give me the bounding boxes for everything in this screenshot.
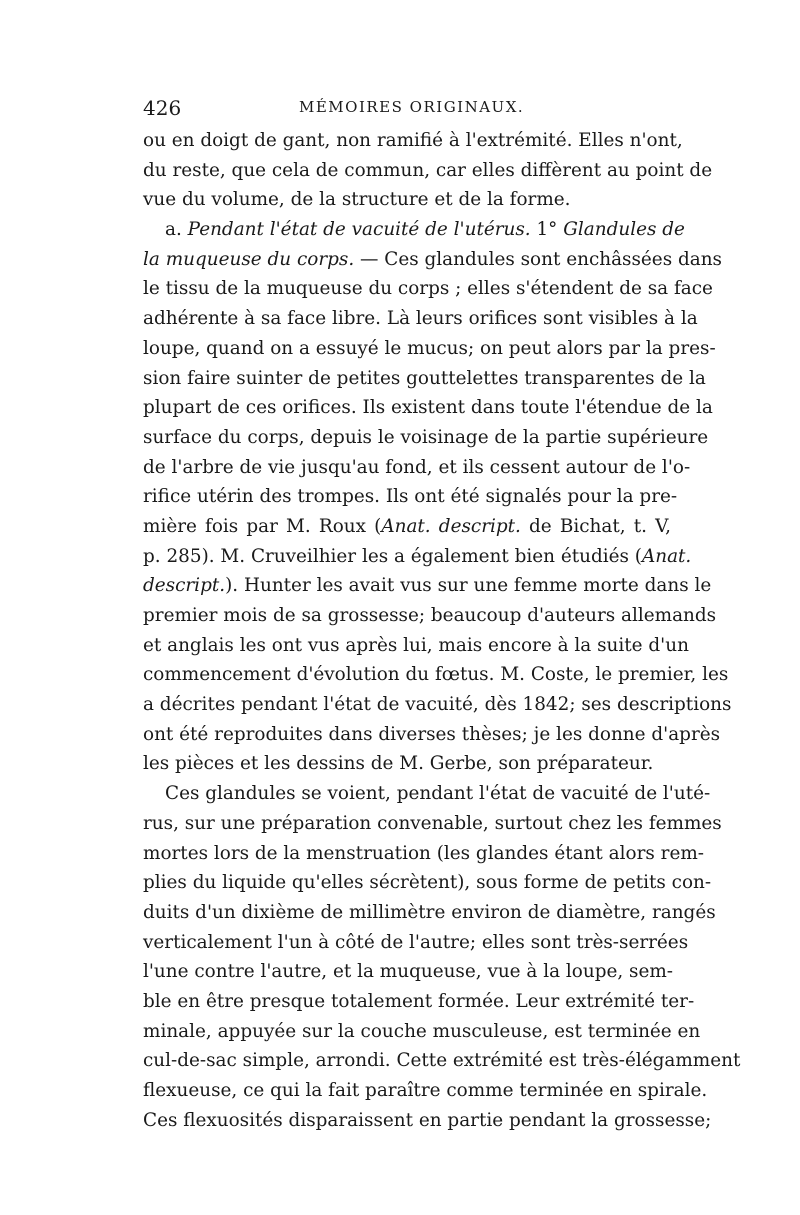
italic-text: Anat. descript. bbox=[381, 515, 521, 537]
text-segment: 1° bbox=[530, 219, 564, 241]
italic-text: Pendant l'état de vacuité de l'utérus. bbox=[187, 219, 531, 241]
text-line: le tissu de la muqueuse du corps ; elles s'étendent de sa face bbox=[143, 278, 713, 300]
text-line: de l'arbre de vie jusqu'au fond, et ils cessent autour de l'o- bbox=[143, 456, 691, 478]
text-segment: mière fois par M. Roux ( bbox=[143, 515, 382, 537]
book-page bbox=[143, 96, 741, 1135]
text-segment: p. 285). M. Cruveilhier les a également bien étudiés ( bbox=[143, 545, 642, 567]
text-line: Ces flexuosités disparaissent en partie pendant la grossesse; bbox=[143, 1109, 712, 1131]
text-line: plupart de ces orifices. Ils existent dans toute l'étendue de la bbox=[143, 397, 713, 419]
text-line: commencement d'évolution du fœtus. M. Coste, le premier, les bbox=[143, 664, 729, 686]
italic-text: Anat. bbox=[641, 545, 692, 567]
text-line: ou en doigt de gant, non ramifié à l'extrémité. Elles n'ont, bbox=[143, 130, 683, 151]
italic-text: descript. bbox=[143, 575, 226, 597]
text-line: sion faire suinter de petites gouttelettes transparentes de la bbox=[143, 367, 706, 389]
running-head bbox=[143, 96, 671, 126]
text-line bbox=[143, 245, 722, 275]
text-line: ble en être presque totalement formée. Leur extrémité ter- bbox=[143, 990, 695, 1012]
text-line: l'une contre l'autre, et la muqueuse, vue à la loupe, sem- bbox=[143, 961, 674, 983]
text-line: duits d'un dixième de millimètre environ de diamètre, rangés bbox=[143, 901, 716, 923]
text-line: adhérente à sa face libre. Là leurs orifices sont visibles à la bbox=[143, 308, 698, 330]
text-line bbox=[143, 215, 685, 245]
body-text bbox=[143, 126, 741, 1135]
text-line: Ces glandules se voient, pendant l'état de vacuité de l'uté- bbox=[165, 783, 711, 805]
text-line bbox=[143, 542, 692, 572]
text-segment: a. bbox=[165, 219, 188, 241]
text-line: loupe, quand on a essuyé le mucus; on peut alors par la pres- bbox=[143, 337, 716, 359]
text-line: plies du liquide qu'elles sécrètent), sous forme de petits con- bbox=[143, 872, 712, 894]
text-segment: de Bichat, t. V, bbox=[520, 515, 671, 537]
page-number: 426 bbox=[143, 96, 182, 120]
text-segment: — Ces glandules sont enchâssées dans bbox=[354, 248, 722, 270]
text-line: rifice utérin des trompes. Ils ont été signalés pour la pre- bbox=[143, 486, 678, 508]
text-line: ont été reproduites dans diverses thèses; je les donne d'après bbox=[143, 723, 721, 745]
text-segment: ). Hunter les avait vus sur une femme morte dans le bbox=[225, 575, 712, 597]
text-line: verticalement l'un à côté de l'autre; elles sont très-serrées bbox=[143, 931, 689, 953]
text-line: et anglais les ont vus après lui, mais encore à la suite d'un bbox=[143, 634, 689, 656]
text-line: vue du volume, de la structure et de la forme. bbox=[143, 189, 571, 211]
text-line: a décrites pendant l'état de vacuité, dès 1842; ses descriptions bbox=[143, 694, 732, 716]
text-line: les pièces et les dessins de M. Gerbe, son préparateur. bbox=[143, 753, 654, 775]
running-title: MÉMOIRES ORIGINAUX. bbox=[299, 98, 525, 116]
italic-text: Glandules de bbox=[563, 219, 685, 241]
text-line: rus, sur une préparation convenable, surtout chez les femmes bbox=[143, 812, 722, 834]
text-line: mortes lors de la menstruation (les glandes étant alors rem- bbox=[143, 842, 704, 864]
text-line bbox=[143, 571, 712, 601]
text-line: minale, appuyée sur la couche musculeuse, est terminée en bbox=[143, 1020, 701, 1042]
text-line: du reste, que cela de commun, car elles diffèrent au point de bbox=[143, 159, 713, 181]
text-line: cul-de-sac simple, arrondi. Cette extrémité est très-élégamment bbox=[143, 1050, 741, 1072]
italic-text: la muqueuse du corps. bbox=[143, 248, 355, 270]
text-line: premier mois de sa grossesse; beaucoup d'auteurs allemands bbox=[143, 605, 717, 626]
text-line: surface du corps, depuis le voisinage de la partie supérieure bbox=[143, 426, 709, 448]
text-line: flexueuse, ce qui la fait paraître comme terminée en spirale. bbox=[143, 1080, 708, 1101]
text-line bbox=[143, 512, 671, 542]
